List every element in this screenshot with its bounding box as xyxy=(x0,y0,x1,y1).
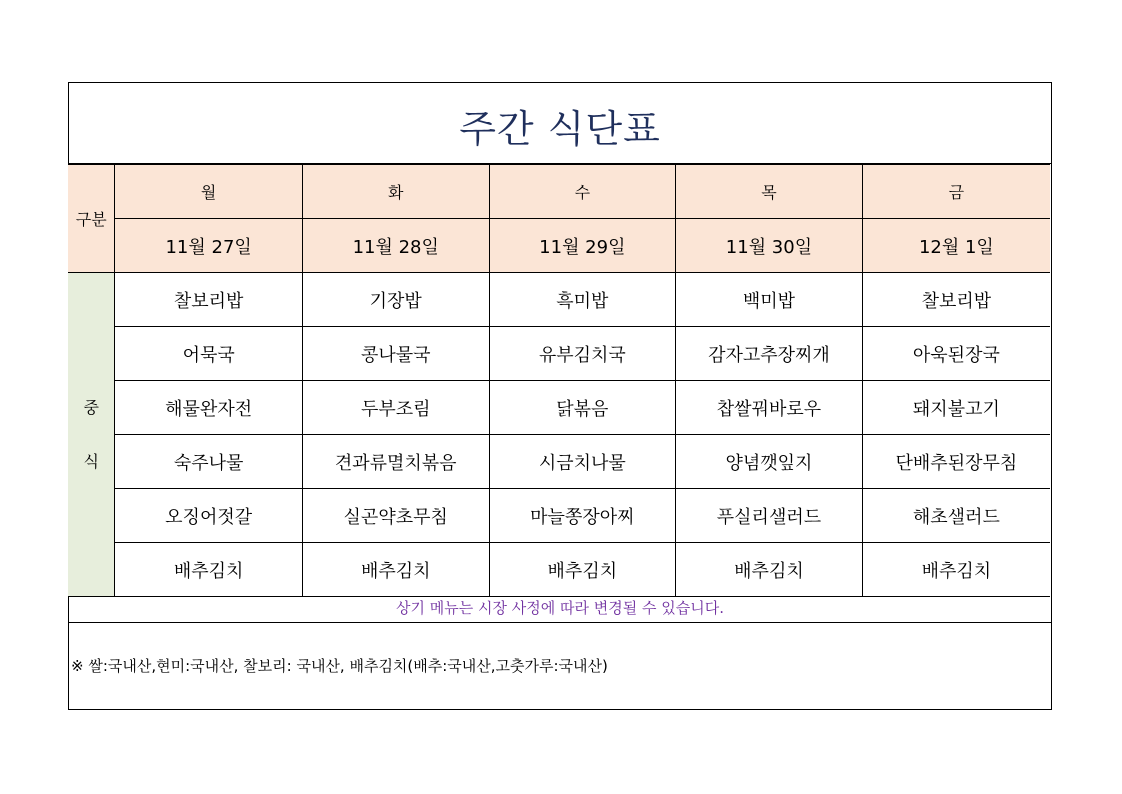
menu-item: 흑미밥 xyxy=(489,273,676,327)
menu-item: 배추김치 xyxy=(676,543,863,597)
menu-table xyxy=(68,164,1050,597)
page-title: 주간 식단표 xyxy=(459,106,661,151)
menu-item: 찰보리밥 xyxy=(115,273,302,327)
menu-item: 해물완자전 xyxy=(115,381,302,435)
menu-item: 해초샐러드 xyxy=(862,489,1050,543)
menu-item: 배추김치 xyxy=(115,543,302,597)
menu-item: 돼지불고기 xyxy=(862,381,1050,435)
day-header-row xyxy=(68,165,1050,219)
day-thu: 목 xyxy=(676,165,863,219)
menu-item: 찹쌀꿔바로우 xyxy=(676,381,863,435)
change-notice: 상기 메뉴는 시장 사정에 따라 변경될 수 있습니다. xyxy=(69,595,1051,623)
menu-item: 오징어젓갈 xyxy=(115,489,302,543)
menu-row xyxy=(68,543,1050,597)
menu-item: 배추김치 xyxy=(862,543,1050,597)
date-header-row xyxy=(68,219,1050,273)
menu-item: 마늘쫑장아찌 xyxy=(489,489,676,543)
title-row xyxy=(69,83,1051,164)
menu-item: 푸실리샐러드 xyxy=(676,489,863,543)
menu-item: 콩나물국 xyxy=(302,327,489,381)
menu-item: 아욱된장국 xyxy=(862,327,1050,381)
menu-item: 시금치나물 xyxy=(489,435,676,489)
menu-item: 양념깻잎지 xyxy=(676,435,863,489)
menu-item: 배추김치 xyxy=(302,543,489,597)
meal-label-char: 식 xyxy=(83,451,99,471)
meal-label xyxy=(68,273,115,597)
date-wed: 11월 29일 xyxy=(489,219,676,273)
menu-item: 어묵국 xyxy=(115,327,302,381)
day-tue: 화 xyxy=(302,165,489,219)
date-fri: 12월 1일 xyxy=(862,219,1050,273)
menu-item: 단배추된장무침 xyxy=(862,435,1050,489)
menu-item: 두부조림 xyxy=(302,381,489,435)
menu-row xyxy=(68,273,1050,327)
menu-row xyxy=(68,435,1050,489)
menu-sheet xyxy=(68,82,1052,710)
date-tue: 11월 28일 xyxy=(302,219,489,273)
menu-item: 유부김치국 xyxy=(489,327,676,381)
menu-item: 견과류멸치볶음 xyxy=(302,435,489,489)
menu-item: 기장밥 xyxy=(302,273,489,327)
menu-item: 감자고추장찌개 xyxy=(676,327,863,381)
menu-item: 찰보리밥 xyxy=(862,273,1050,327)
date-mon: 11월 27일 xyxy=(115,219,302,273)
menu-row xyxy=(68,327,1050,381)
menu-item: 숙주나물 xyxy=(115,435,302,489)
menu-item: 배추김치 xyxy=(489,543,676,597)
date-thu: 11월 30일 xyxy=(676,219,863,273)
day-mon: 월 xyxy=(115,165,302,219)
menu-row xyxy=(68,381,1050,435)
day-fri: 금 xyxy=(862,165,1050,219)
origin-note: ※ 쌀:국내산,현미:국내산, 찰보리: 국내산, 배추김치(배추:국내산,고춧가루:국내산) xyxy=(71,657,608,675)
menu-item: 닭볶음 xyxy=(489,381,676,435)
category-label: 구분 xyxy=(68,165,115,273)
day-wed: 수 xyxy=(489,165,676,219)
menu-row xyxy=(68,489,1050,543)
menu-item: 실곤약초무침 xyxy=(302,489,489,543)
meal-label-char: 중 xyxy=(83,397,99,417)
menu-item: 백미밥 xyxy=(676,273,863,327)
